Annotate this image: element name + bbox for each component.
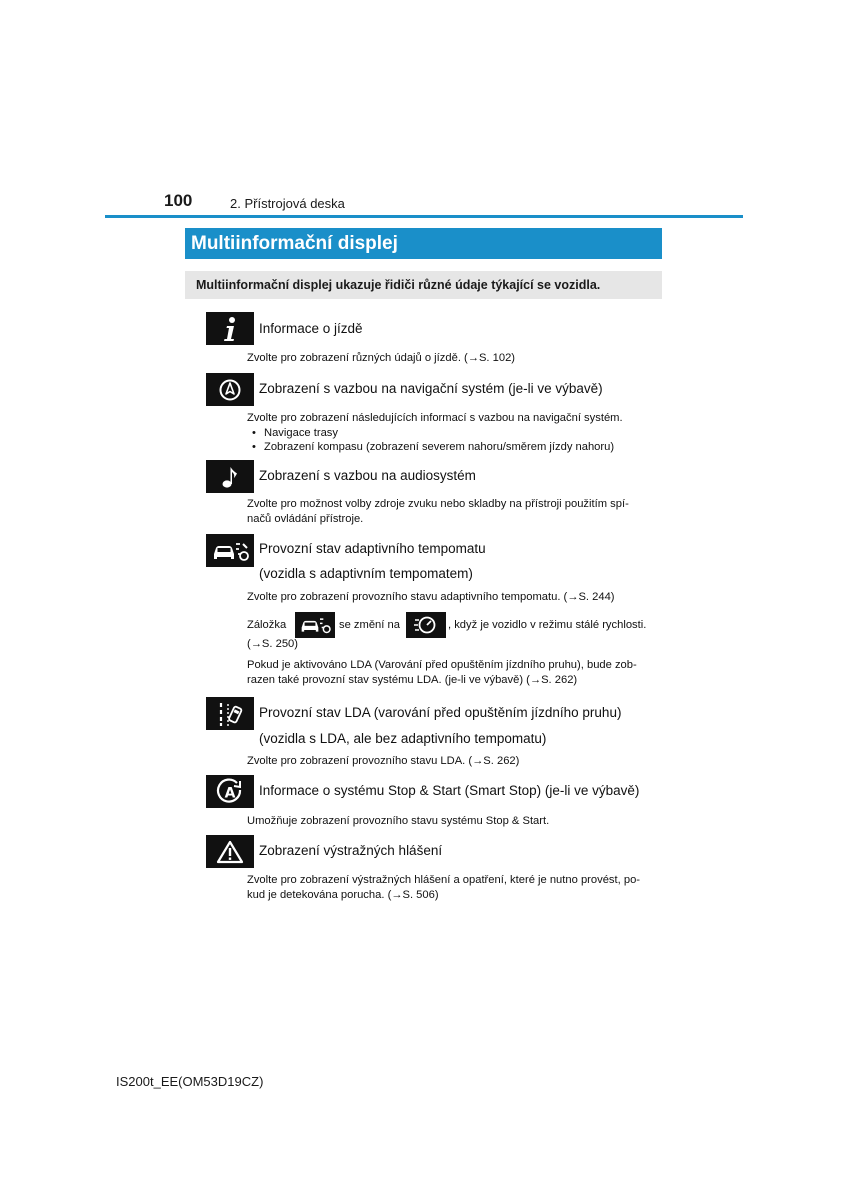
chapter-title: 2. Přístrojová deska bbox=[230, 196, 345, 211]
warnings-body-line: kud je detekována porucha. (→S. 506) bbox=[247, 888, 439, 901]
list-item: • Zobrazení kompasu (zobrazení severem nahoru/směrem jízdy nahoru) bbox=[247, 440, 623, 455]
item-heading-adaptive-cruise: Provozní stav adaptivního tempomatu bbox=[259, 541, 486, 556]
audio-body-line: načů ovládání přístroje. bbox=[247, 512, 364, 525]
item-heading-lda: Provozní stav LDA (varování před opuštěním jízdního pruhu) bbox=[259, 705, 622, 720]
item-heading-audio: Zobrazení s vazbou na audiosystém bbox=[259, 468, 476, 483]
item-subheading-adaptive-cruise: (vozidla s adaptivním tempomatem) bbox=[259, 566, 473, 581]
tab-prefix-text: Záložka bbox=[247, 619, 287, 631]
item-body-warnings bbox=[247, 873, 640, 902]
item-heading-stop-start: Informace o systému Stop & Start (Smart Stop) (je-li ve výbavě) bbox=[259, 783, 640, 798]
list-item: • Navigace trasy bbox=[247, 426, 623, 441]
stop-start-icon bbox=[206, 775, 254, 808]
adaptive-cruise-icon bbox=[206, 534, 254, 567]
item-heading-warnings: Zobrazení výstražných hlášení bbox=[259, 843, 443, 858]
warning-icon bbox=[206, 835, 254, 868]
page-number: 100 bbox=[164, 191, 193, 210]
item-body-adaptive-cruise: Zvolte pro zobrazení provozního stavu adaptivního tempomatu. (→S. 244) bbox=[247, 591, 615, 603]
item-heading-trip-info: Informace o jízdě bbox=[259, 321, 363, 336]
item-body-lda: Zvolte pro zobrazení provozního stavu LDA. (→S. 262) bbox=[247, 755, 520, 767]
navigation-body-text: Zvolte pro zobrazení následujících informací s vazbou na navigační systém. bbox=[247, 412, 623, 424]
tab-suffix-text: , když je vozidlo v režimu stálé rychlosti. bbox=[448, 619, 647, 631]
document-code: IS200t_EE(OM53D19CZ) bbox=[116, 1074, 264, 1089]
lane-departure-icon bbox=[206, 697, 254, 730]
item-body-stop-start: Umožňuje zobrazení provozního stavu systému Stop & Start. bbox=[247, 815, 550, 827]
item-body-navigation bbox=[247, 411, 623, 455]
item-body-audio bbox=[247, 497, 629, 526]
item-body-trip-info: Zvolte pro zobrazení různých údajů o jízdě. (→S. 102) bbox=[247, 352, 516, 364]
section-title: Multiinformační displej bbox=[185, 228, 662, 259]
svg-text:A: A bbox=[224, 785, 236, 801]
audio-body-line: Zvolte pro možnost volby zdroje zvuku nebo skladby na přístroji použitím spí- bbox=[247, 498, 629, 510]
navigation-bullet-list bbox=[247, 426, 623, 455]
adaptive-cruise-tab-icon bbox=[295, 612, 335, 638]
lda-note-line: Pokud je aktivováno LDA (Varování před opuštěním jízdního pruhu), bude zob- bbox=[247, 659, 637, 671]
section-intro: Multiinformační displej ukazuje řidiči různé údaje týkající se vozidla. bbox=[185, 271, 662, 299]
music-note-icon bbox=[206, 460, 254, 493]
item-subheading-lda: (vozidla s LDA, ale bez adaptivního tempomatu) bbox=[259, 731, 547, 746]
navigation-icon bbox=[206, 373, 254, 406]
warnings-body-line: Zvolte pro zobrazení výstražných hlášení a opatření, které je nutno provést, po- bbox=[247, 874, 641, 886]
info-icon bbox=[206, 312, 254, 345]
tab-reference-text: (→S. 250) bbox=[247, 638, 298, 650]
item-body-lda-note bbox=[247, 658, 637, 687]
constant-speed-tab-icon bbox=[406, 612, 446, 638]
tab-middle-text: se změní na bbox=[339, 619, 400, 631]
lda-note-line: razen také provozní stav systému LDA. (je-li ve výbavě) (→S. 262) bbox=[247, 673, 578, 686]
header-rule bbox=[105, 215, 743, 218]
item-heading-navigation: Zobrazení s vazbou na navigační systém (je-li ve výbavě) bbox=[259, 381, 603, 396]
